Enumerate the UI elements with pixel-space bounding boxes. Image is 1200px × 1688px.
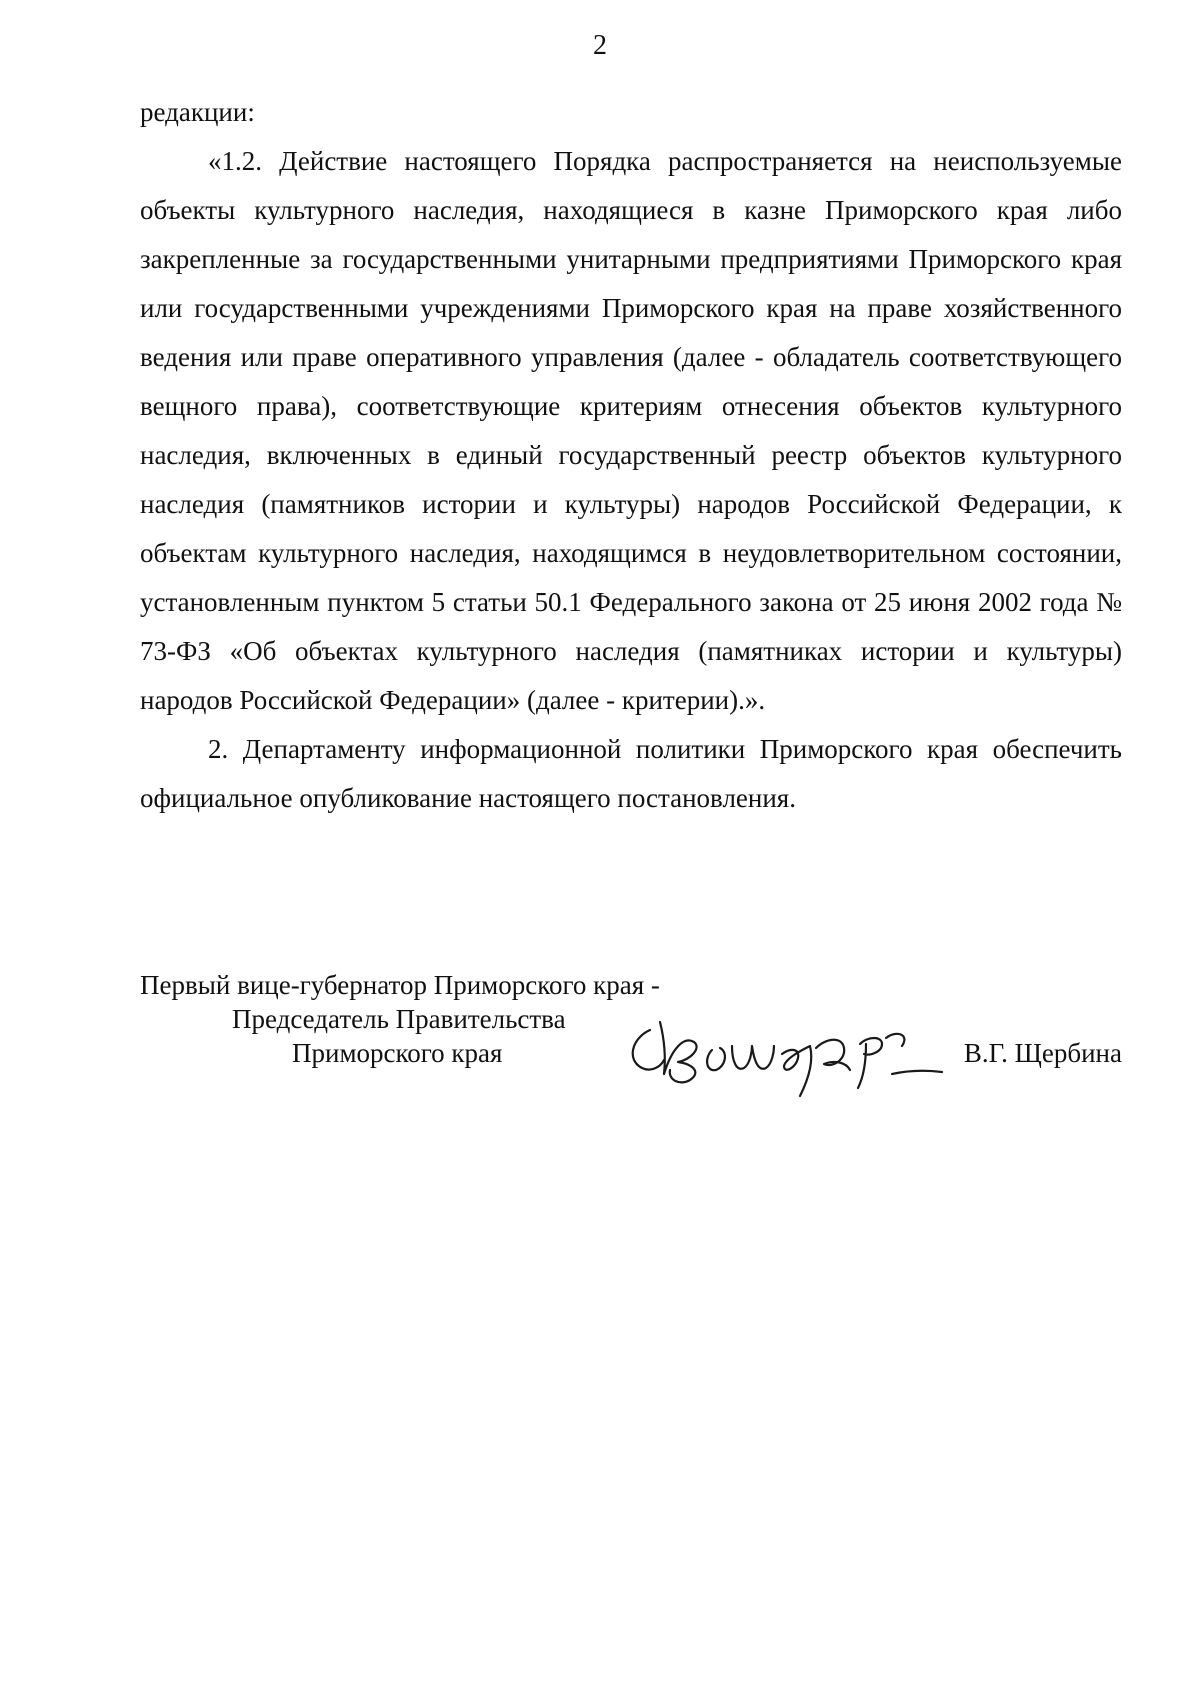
page-number: 2 bbox=[593, 30, 607, 61]
paragraph-clause-1-2: «1.2. Действие настоящего Порядка распространяется на неиспользуемые объекты культурного наследия, находящиеся в казне Приморского края либо закрепленные за государственными унитарными предприятиями Приморского края или государственными учреждениями Приморского края на праве хозяйственного ведения или праве оперативного управления (далее - обладатель соответствующего вещного права), соответствующие критериям отнесения объектов культурного наследия, включенных в единый государственный реестр объектов культурного наследия (памятников истории и культуры) народов Российской Федерации, к объектам культурного наследия, находящимся в неудовлетворительном состоянии, установленным пунктом 5 статьи 50.1 Федерального закона от 25 июня 2002 года № 73-ФЗ «Об объектах культурного наследия (памятниках истории и культуры) народов Российской Федерации» (далее - критерии).». bbox=[140, 146, 1122, 715]
signatory-title-line-2: Председатель Правительства bbox=[232, 1004, 566, 1034]
document-body bbox=[140, 88, 1122, 823]
signatory-title-line-1: Первый вице-губернатор Приморского края - bbox=[140, 970, 660, 1000]
paragraph-continuation: редакции: bbox=[140, 97, 255, 127]
signatory-title-line-3: Приморского края bbox=[292, 1038, 503, 1068]
paragraph-item-2: 2. Департаменту информационной политики Приморского края обеспечить официальное опубликование настоящего постановления. bbox=[140, 734, 1122, 813]
signatory-name: В.Г. Щербина bbox=[963, 1038, 1122, 1068]
handwritten-signature bbox=[620, 1008, 960, 1118]
